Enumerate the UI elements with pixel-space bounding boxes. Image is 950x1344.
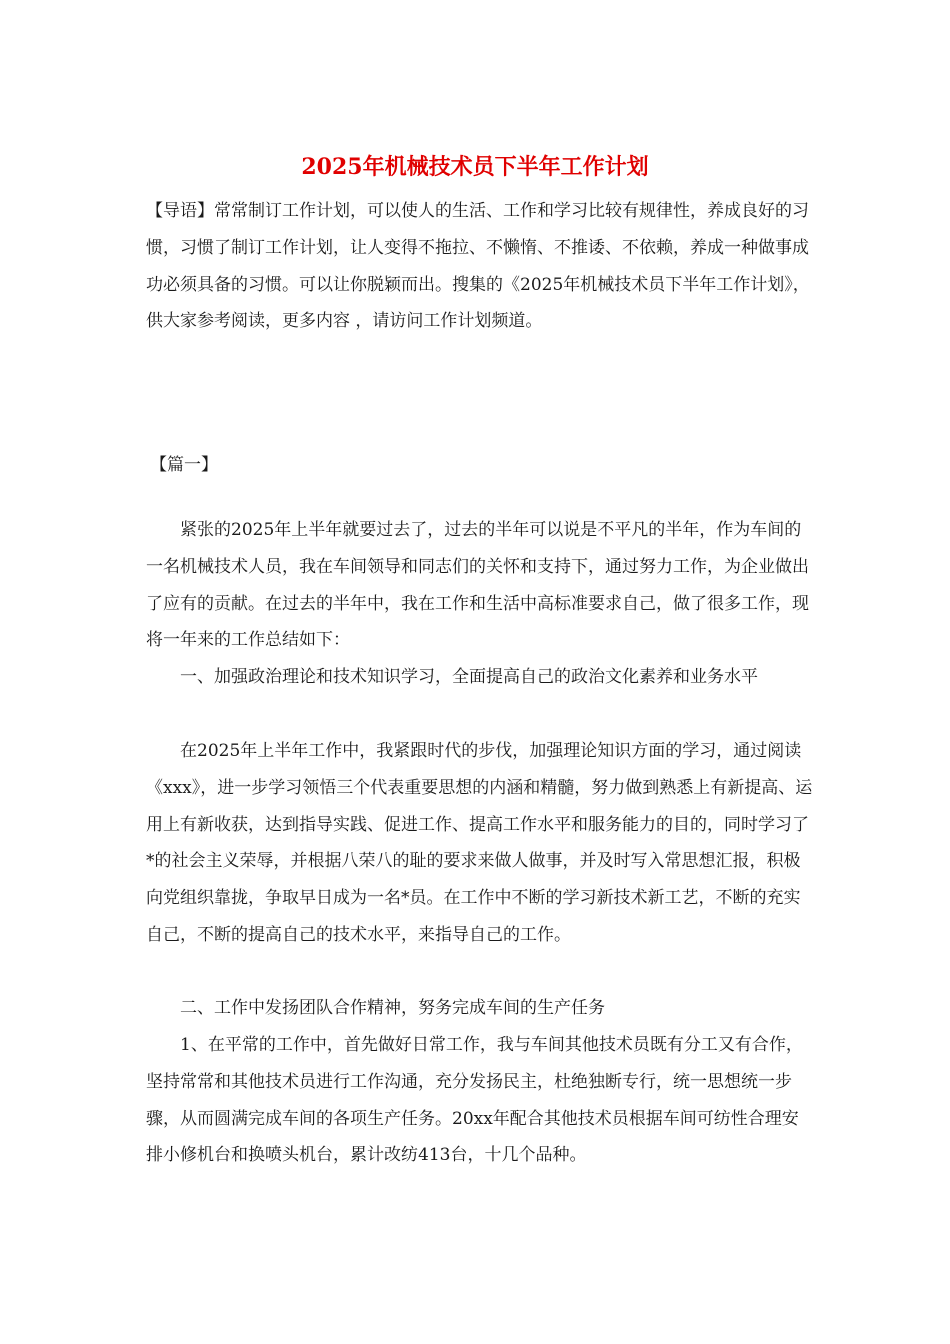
body-paragraph-1: 紧张的2025年上半年就要过去了，过去的半年可以说是不平凡的半年，作为车间的一名机械技术人员，我在车间领导和同志们的关怀和支持下，通过努力工作，为企业做出了应有的贡献。在过去的半年中，我在工作和生活中高标准要求自己，做了很多工作，现将一年来的工作总结如下： <box>146 520 809 651</box>
intro-paragraph: 【导语】常常制订工作计划，可以使人的生活、工作和学习比较有规律性，养成良好的习惯，习惯了制订工作计划，让人变得不拖拉、不懒惰、不推诿、不依赖，养成一种做事成功必须具备的习惯。可以让你脱颖而出。搜集的《2025年机械技术员下半年工作计划》，供大家参考阅读，更多内容 ，请访问工作计划频道。 <box>146 201 810 332</box>
body-paragraph-2: 在2025年上半年工作中，我紧跟时代的步伐，加强理论知识方面的学习，通过阅读《xxx》，进一步学习领悟三个代表重要思想的内涵和精髓，努力做到熟悉上有新提高、运用上有新收获，达到指导实践、促进工作、提高工作水平和服务能力的目的，同时学习了*的社会主义荣辱，并根据八荣八的耻的要求来做人做事，并及时写入常思想汇报，积极向党组织靠拢，争取早日成为一名*员。在工作中不断的学习新技术新工艺，不断的充实自己，不断的提高自己的技术水平，来指导自己的工作。 <box>146 741 813 945</box>
body-paragraph-3: 1、在平常的工作中，首先做好日常工作，我与车间其他技术员既有分工又有合作，坚持常常和其他技术员进行工作沟通，充分发扬民主，杜绝独断专行，统一思想统一步骤，从而圆满完成车间的各项生产任务。20xx年配合其他技术员根据车间可纺性合理安排小修机台和换喷头机台，累计改纺413台，十几个品种。 <box>146 1035 803 1166</box>
section-label: 【篇一】 <box>150 455 218 475</box>
document-title: 2025年机械技术员下半年工作计划 <box>301 154 649 180</box>
heading-2: 二、工作中发扬团队合作精神，努务完成车间的生产任务 <box>180 998 605 1018</box>
heading-1: 一、加强政治理论和技术知识学习，全面提高自己的政治文化素养和业务水平 <box>180 667 758 687</box>
